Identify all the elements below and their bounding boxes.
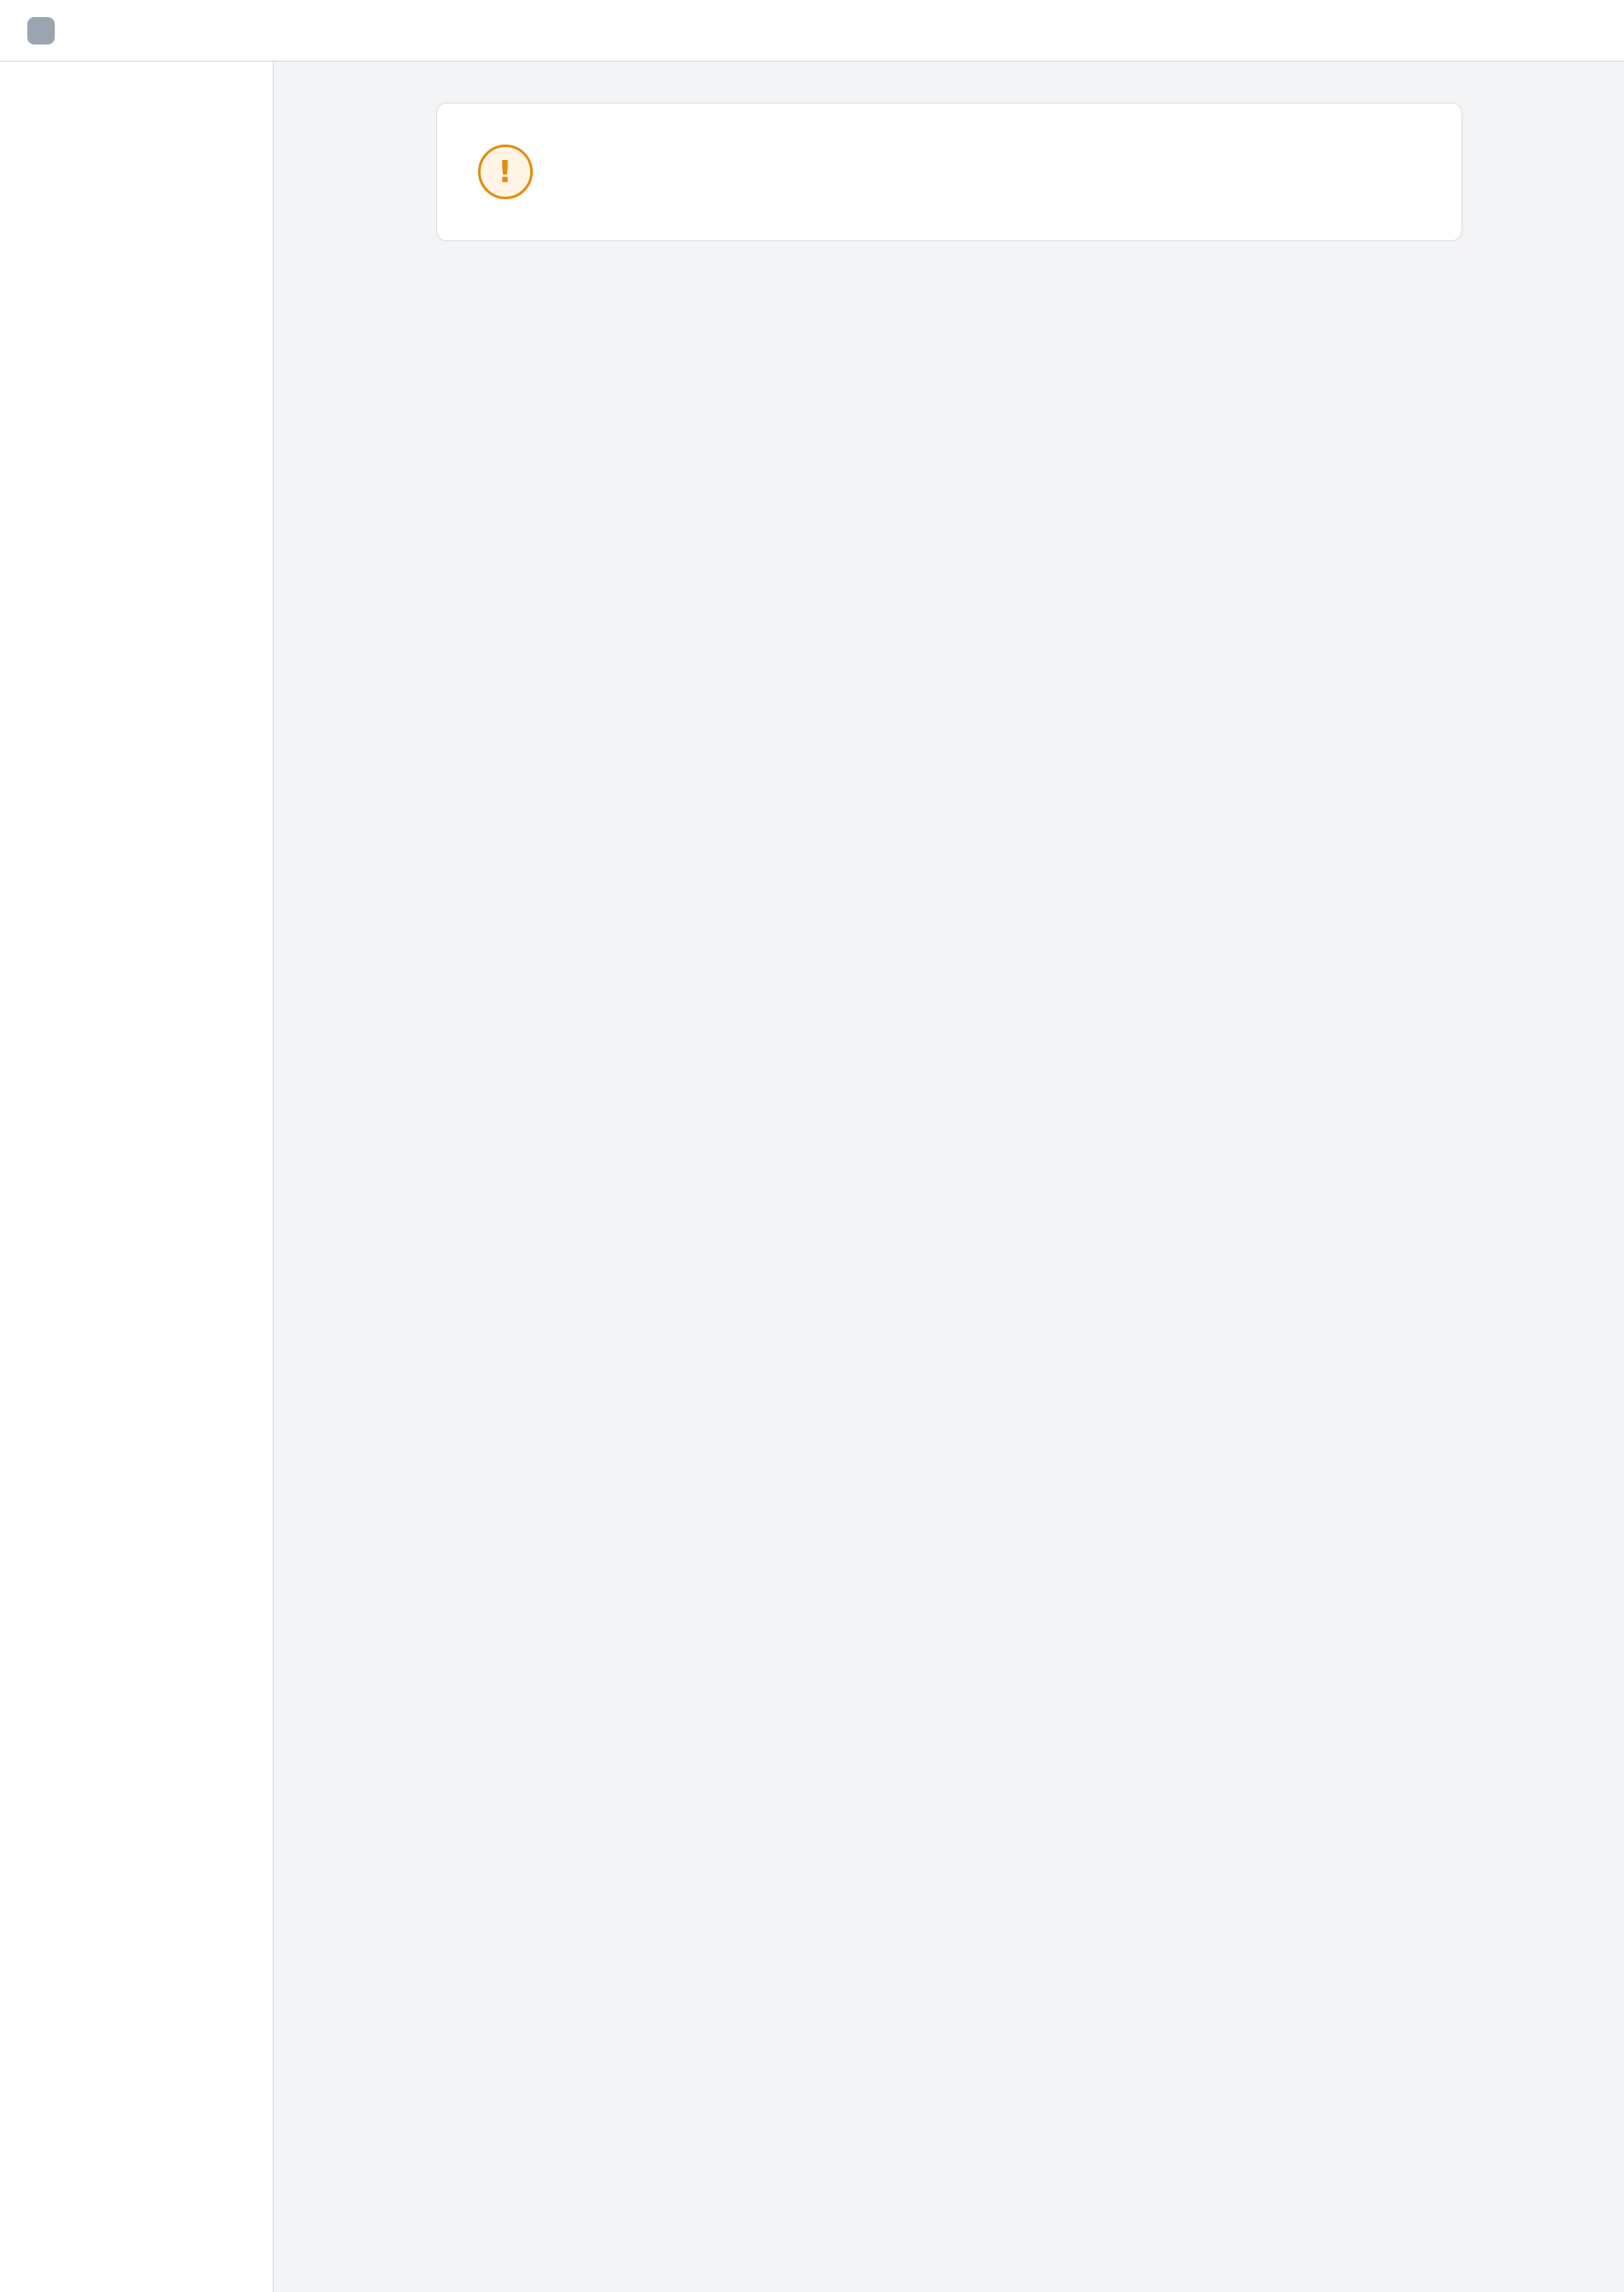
app-icon — [27, 17, 55, 44]
warning-icon: ! — [478, 145, 533, 199]
title-bar — [0, 0, 1624, 62]
missing-screenshot-notice — [436, 103, 1462, 241]
main-content — [274, 62, 1624, 2292]
app-layout — [0, 62, 1624, 2292]
sidebar — [0, 62, 274, 2292]
